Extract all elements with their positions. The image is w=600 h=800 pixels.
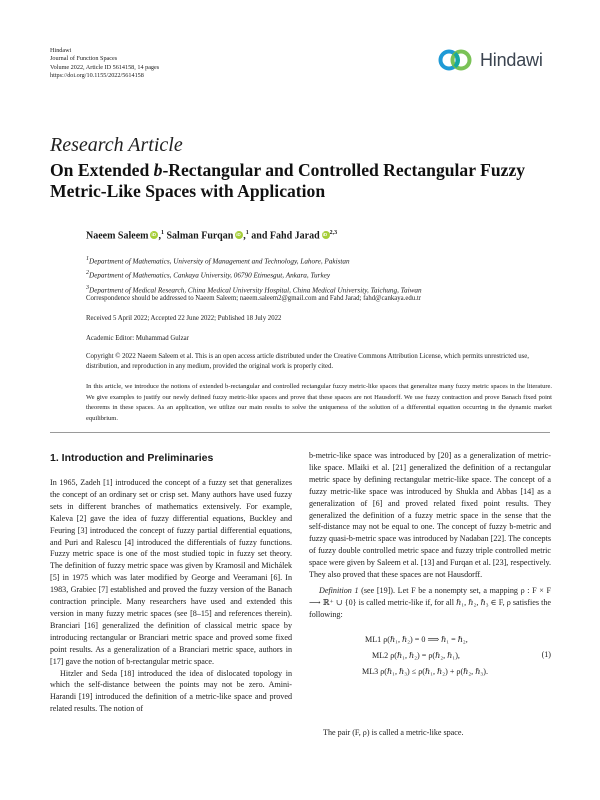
article-type: Research Article: [50, 134, 183, 156]
divider: [50, 432, 550, 433]
equation-number: (1): [541, 650, 551, 659]
equation-ml3: ML3 ρ(ℏ₁, ℏ₃) ≤ ρ(ℏ₁, ℏ₂) + ρ(ℏ₂, ℏ₃).: [362, 667, 488, 676]
volume-info: Volume 2022, Article ID 5614158, 14 pages: [50, 63, 160, 71]
logo-text: Hindawi: [480, 49, 543, 70]
body-paragraph: b-metric-like space was introduced by [20] as a generalization of metric-like space. Mlaiki et al. [21] generalized the definition of a rectangular metric space by defining rectangular metric-like space. The concept of a fuzzy metric-like space was introduced by Shukla and Abbas [14] as a generalization of [6] and proved related fixed point results. They generalized the definition of a fuzzy metric space in the sense that the self-distance may not be equal to one. The concept of fuzzy b-metric and fuzzy quasi-b-metric space was introduced by Nadaban [22]. The concepts of fuzzy double controlled metric space and fuzzy triple controlled metric space were given by Saleem et al. [13] and Furqan et al. [23], respectively. They also proved that these spaces are not Hausdorff.: [309, 451, 551, 580]
equation-ml1: ML1 ρ(ℏ₁, ℏ₂) = 0 ⟹ ℏ₁ = ℏ₂,: [365, 635, 468, 644]
author-name[interactable]: Naeem Saleem: [86, 230, 149, 242]
author-affil-sup: 2,3: [329, 230, 338, 236]
body-right-column: [309, 450, 551, 621]
doi-link[interactable]: https://doi.org/10.1155/2022/5614158: [50, 71, 144, 79]
title-part-1: On Extended: [50, 160, 154, 180]
publisher-name: Hindawi: [50, 47, 72, 54]
journal-header: [50, 47, 159, 80]
equation-ml2: ML2 ρ(ℏ₁, ℏ₂) = ρ(ℏ₂, ℏ₁),: [372, 651, 460, 660]
body-paragraph: Hitzler and Seda [18] introduced the idea of dislocated topology in which the self-distance between the points may not be zero. Amini-Harandi [19] introduced the definition of a metric-like space and proved related results. The notion of: [50, 668, 292, 714]
body-left-column: [50, 477, 292, 715]
definition-label: Definition 1: [319, 585, 359, 595]
title-italic-b: b: [153, 160, 163, 180]
affiliation-list: [86, 253, 422, 296]
affiliation-item: $^1$Department of Mathematics, University of Management and Technology, Lahore, Pakistan: [86, 256, 350, 266]
copyright-notice: Copyright © 2022 Naeem Saleem et al. This is an open access article distributed under the Creative Commons Attribution License, which permits unrestricted use, distribution, and reproduction in any medium, provided the original work is properly cited.: [86, 353, 529, 370]
paper-title: [50, 160, 550, 202]
academic-editor: Academic Editor: Muhammad Gulzar: [86, 335, 189, 342]
body-paragraph: In 1965, Zadeh [1] introduced the concept of a fuzzy set that generalizes the concept of an ordinary set or crisp set. Many authors have used fuzzy sets in different branches of mathematics extensively. For example, Kaleva [2] gave the idea of fuzzy differential equations, Buckley and Feuring [3] introduced the concept of fuzzy partial differential equations, and Puri and Ralescu [4] introduced the differentials of fuzzy functions. Fuzzy metric space is one of the most studied topic in fuzzy set theory. The definition of fuzzy metric space was given by Kramosil and Michálek [5] in 1975 which was later modified by George and Veeramani [6]. In 1983, Grabiec [7] established and proved the fuzzy version of the Banach contraction principle. Many researchers have used and extended this version in many fuzzy metric spaces (see [8–15] and references therein). Branciari [16] generalized the definition of classical metric space by introducing rectangular or Branciari metric space and proved some fixed point results. As a generalization of a Branciari metric space, authors in [17] gave the notion of b-rectangular metric space.: [50, 478, 292, 666]
correspondence-line: Correspondence should be addressed to Naeem Saleem; naeem.saleem2@gmail.com and Fahd Jarad; fahd@cankaya.edu.tr: [86, 295, 422, 302]
affiliation-item: $^2$Department of Mathematics, Cankaya University, 06790 Etimesgut, Ankara, Turkey: [86, 270, 331, 280]
definition-1: [309, 585, 551, 621]
title-part-2: -Rectangular and Controlled Rectangular Fuzzy Metric-Like Spaces with Application: [50, 160, 526, 201]
definition-text: (see [19]). Let F be a nonempty set, a mapping ρ : F × F ⟶ ℝ⁺ ∪ {0} is called metric-like if, for all ℏ₁, ℏ₂, ℏ₃ ∈ F, ρ satisfies the following:: [309, 585, 551, 619]
hindawi-logo[interactable]: [437, 45, 549, 75]
abstract: In this article, we introduce the notions of extended b-rectangular and controlled rectangular fuzzy metric-like spaces that generalize many fuzzy metric spaces in the literature. We give examples to justify our newly defined fuzzy metric-like spaces and prove that these spaces are not Hausdorff. We use fuzzy contraction and prove Banach fixed point theorems in these spaces. As an application, we utilize our main results to solve the uniqueness of the solution of a differential equation occurring in the dynamic market equilibrium.: [86, 383, 552, 422]
author-affil-sup: 1: [245, 230, 249, 236]
author-affil-sup: 1: [160, 230, 164, 236]
affiliation-item: $^3$Department of Medical Research, China Medical University Hospital, China Medical University, Taichung, Taiwan: [86, 284, 422, 295]
body-paragraph: The pair (F, ρ) is called a metric-like space.: [323, 728, 464, 737]
journal-name: Journal of Function Spaces: [50, 55, 118, 63]
orcid-icon[interactable]: [322, 231, 330, 239]
author-list: Naeem SaleemiD ,$^1$ Salman FurqaniD ,$^1$ and Fahd JaradiD $^{2,3}$: [86, 230, 337, 241]
publication-dates: Received 5 April 2022; Accepted 22 June 2022; Published 18 July 2022: [86, 315, 282, 322]
author-name[interactable]: Fahd Jarad: [269, 230, 320, 242]
author-name[interactable]: Salman Furqan: [166, 230, 234, 242]
hindawi-logo-icon: [437, 47, 477, 73]
section-heading: 1. Introduction and Preliminaries: [50, 452, 214, 464]
